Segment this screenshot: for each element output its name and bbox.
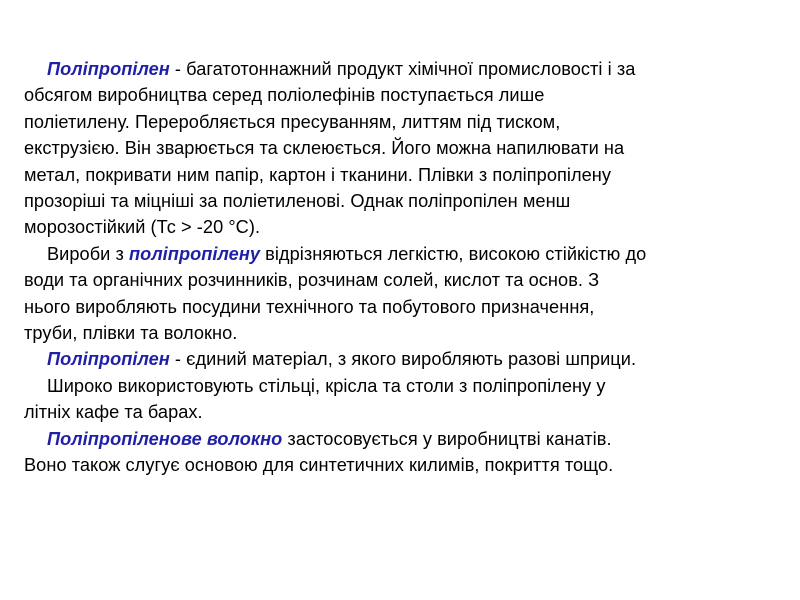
- paragraph-5-line-1: [24, 426, 784, 452]
- line-text: застосовується у виробництві канатів.: [282, 428, 612, 449]
- line-text: води та органічних розчинників, розчинам солей, кислот та основ. З: [24, 270, 600, 291]
- paragraph-1-line-6: [24, 188, 784, 214]
- line-text: прозоріші та міцніші за поліетиленові. Однак поліпропілен менш: [24, 191, 571, 212]
- line-text: морозостійкий (Тс > -20 °С).: [24, 217, 261, 238]
- paragraph-3-line-1: [24, 346, 784, 372]
- line-text: Воно також слугує основою для синтетичних килимів, покриття тощо.: [24, 455, 614, 476]
- paragraph-1-line-7: [24, 214, 784, 240]
- paragraph-5-line-2: [24, 452, 784, 478]
- paragraph-1-line-2: [24, 82, 784, 108]
- line-text: літніх кафе та барах.: [24, 402, 203, 423]
- term-polypropylene: поліпропілену: [129, 243, 261, 264]
- paragraph-2-line-2: [24, 267, 784, 293]
- term-polypropylene: Поліпропілен: [47, 349, 170, 370]
- line-text: - єдиний матеріал, з якого виробляють разові шприци.: [169, 349, 637, 370]
- paragraph-2-line-4: [24, 320, 784, 346]
- line-text: труби, плівки та волокно.: [24, 323, 238, 344]
- paragraph-2-line-1: [24, 241, 784, 267]
- paragraph-4-line-2: [24, 399, 784, 425]
- line-text: Широко використовують стільці, крісла та столи з поліпропілену у: [47, 375, 606, 396]
- term-polypropylene-fiber: Поліпропіленове волокно: [47, 428, 283, 449]
- body-text: [24, 56, 784, 479]
- paragraph-1-line-3: [24, 109, 784, 135]
- paragraph-2-line-3: [24, 294, 784, 320]
- line-text: відрізняються легкістю, високою стійкістю до: [260, 243, 647, 264]
- paragraph-1-line-4: [24, 135, 784, 161]
- line-text: обсягом виробництва серед поліолефінів поступається лише: [24, 85, 545, 106]
- line-text: екструзією. Він зварюється та склеюється. Його можна напилювати на: [24, 138, 625, 159]
- term-polypropylene: Поліпропілен: [47, 59, 170, 79]
- paragraph-1-line-5: [24, 162, 784, 188]
- line-text: нього виробляють посудини технічного та побутового призначення,: [24, 296, 595, 317]
- line-text: метал, покривати ним папір, картон і тканини. Плівки з поліпропілену: [24, 164, 612, 185]
- line-text: - багатотоннажний продукт хімічної промисловості і за: [169, 59, 636, 79]
- line-text: Вироби з: [47, 243, 129, 264]
- paragraph-1-line-1: [24, 56, 784, 82]
- line-text: поліетилену. Переробляється пресуванням, литтям під тиском,: [24, 111, 561, 132]
- paragraph-4-line-1: [24, 373, 784, 399]
